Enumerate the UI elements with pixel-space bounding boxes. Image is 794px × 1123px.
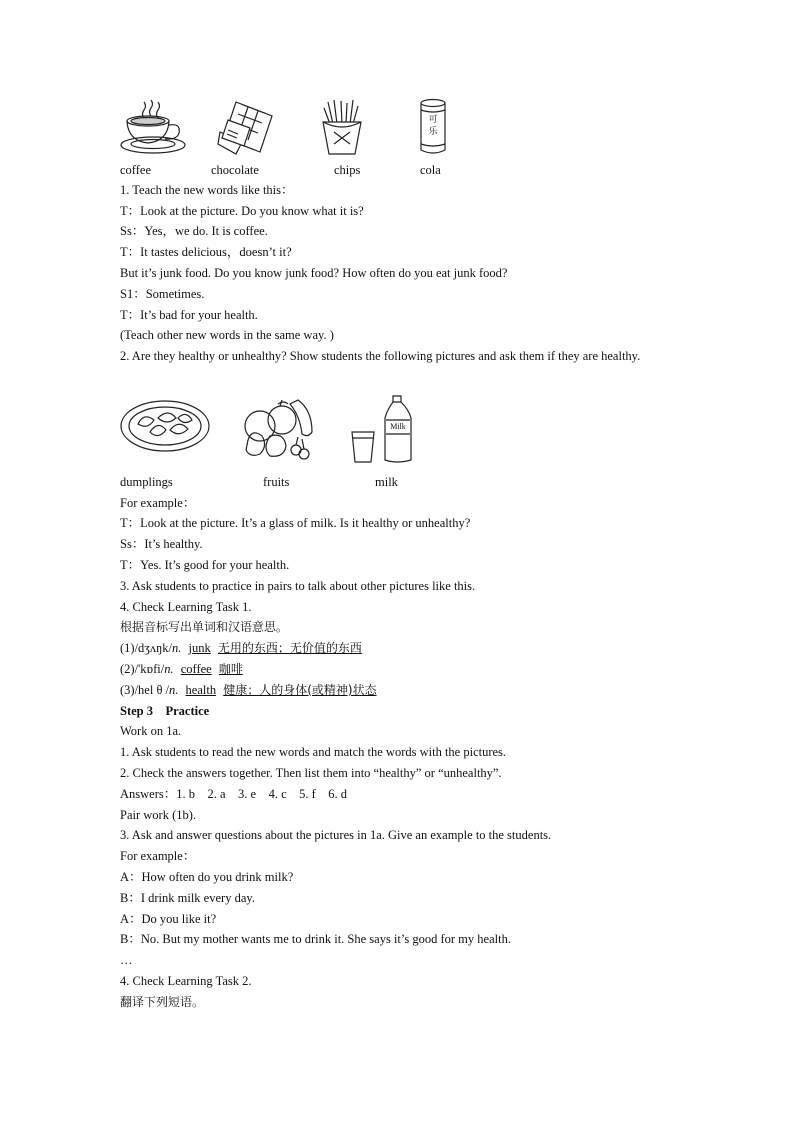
- chocolate-bar-image: [216, 98, 276, 156]
- vocab-phonetic: (2)/'kɒfi/: [120, 662, 165, 676]
- vocab-line-3: [120, 680, 680, 700]
- text-line: 翻译下列短语。: [120, 995, 205, 1009]
- text-line: 3. Ask and answer questions about the pictures in 1a. Give an example to the students.: [120, 828, 552, 842]
- vocab-pos: n.: [169, 683, 179, 697]
- vocab-answer-meaning: 健康；人的身体(或精神)状态: [223, 683, 377, 697]
- fruits-image: [240, 396, 316, 462]
- text-line: 4. Check Learning Task 1.: [120, 600, 252, 614]
- text-line: Work on 1a.: [120, 724, 182, 738]
- vocab-answer-meaning: 无用的东西；无价值的东西: [217, 641, 362, 655]
- chips-image: [320, 98, 364, 156]
- caption-fruits: fruits: [263, 475, 290, 489]
- text-line: Ss：Yes，we do. It is coffee.: [120, 224, 268, 238]
- text-line: 1. Teach the new words like this：: [120, 183, 294, 197]
- answers-line: Answers：1. b 2. a 3. e 4. c 5. f 6. d: [120, 787, 348, 801]
- text-line: T：It tastes delicious，doesn’t it?: [120, 245, 292, 259]
- text-line: 4. Check Learning Task 2.: [120, 974, 252, 988]
- cola-can-label: 可乐: [428, 115, 438, 137]
- vocab-answer-word: health: [185, 683, 217, 697]
- text-line: A：Do you like it?: [120, 912, 217, 926]
- caption-dumplings: dumplings: [120, 475, 173, 489]
- paragraph-healthy-question: 2. Are they healthy or unhealthy? Show students the following pictures and ask them if they are healthy.: [120, 349, 641, 363]
- step-heading: Step 3 Practice: [120, 704, 210, 718]
- text-line: T：Look at the picture. It’s a glass of milk. Is it healthy or unhealthy?: [120, 516, 471, 530]
- milk-image: [350, 394, 414, 464]
- vocab-phonetic: (1)/dʒʌŋk/: [120, 641, 173, 655]
- text-line: For example：: [120, 496, 196, 510]
- text-line: Ss：It’s healthy.: [120, 537, 203, 551]
- text-line: 2. Check the answers together. Then list them into “healthy” or “unhealthy”.: [120, 766, 502, 780]
- vocab-pos: n.: [172, 641, 182, 655]
- vocab-line-1: [120, 638, 680, 658]
- text-line: 3. Ask students to practice in pairs to talk about other pictures like this.: [120, 579, 476, 593]
- caption-milk: milk: [375, 475, 398, 489]
- vocab-answer-word: junk: [188, 641, 211, 655]
- caption-chocolate: chocolate: [211, 163, 259, 177]
- dumplings-plate-image: [120, 398, 210, 454]
- text-line: (Teach other new words in the same way. ): [120, 328, 334, 342]
- cola-can-image: [418, 98, 448, 156]
- vocab-phonetic: (3)/hel θ /: [120, 683, 170, 697]
- vocab-answer-meaning: 咖啡: [218, 662, 243, 676]
- text-line: 1. Ask students to read the new words and match the words with the pictures.: [120, 745, 507, 759]
- text-line: 根据音标写出单词和汉语意思。: [120, 620, 289, 634]
- text-line: T：Look at the picture. Do you know what it is?: [120, 204, 364, 218]
- text-line: B：No. But my mother wants me to drink it. She says it’s good for my health.: [120, 932, 511, 946]
- caption-coffee: coffee: [120, 163, 151, 177]
- vocab-answer-word: coffee: [180, 662, 212, 676]
- caption-cola: cola: [420, 163, 441, 177]
- text-line: For example：: [120, 849, 196, 863]
- caption-chips: chips: [334, 163, 361, 177]
- vocab-pos: n.: [164, 662, 174, 676]
- text-line: Pair work (1b).: [120, 808, 197, 822]
- text-line: B：I drink milk every day.: [120, 891, 255, 905]
- text-line: But it’s junk food. Do you know junk food? How often do you eat junk food?: [120, 266, 508, 280]
- milk-bottle-label: Milk: [390, 422, 406, 431]
- text-line: A：How often do you drink milk?: [120, 870, 294, 884]
- text-line: T：Yes. It’s good for your health.: [120, 558, 290, 572]
- text-line: …: [120, 953, 133, 967]
- text-line: S1：Sometimes.: [120, 287, 205, 301]
- coffee-cup-image: [120, 98, 186, 156]
- vocab-line-2: [120, 659, 680, 679]
- text-line: T：It’s bad for your health.: [120, 308, 258, 322]
